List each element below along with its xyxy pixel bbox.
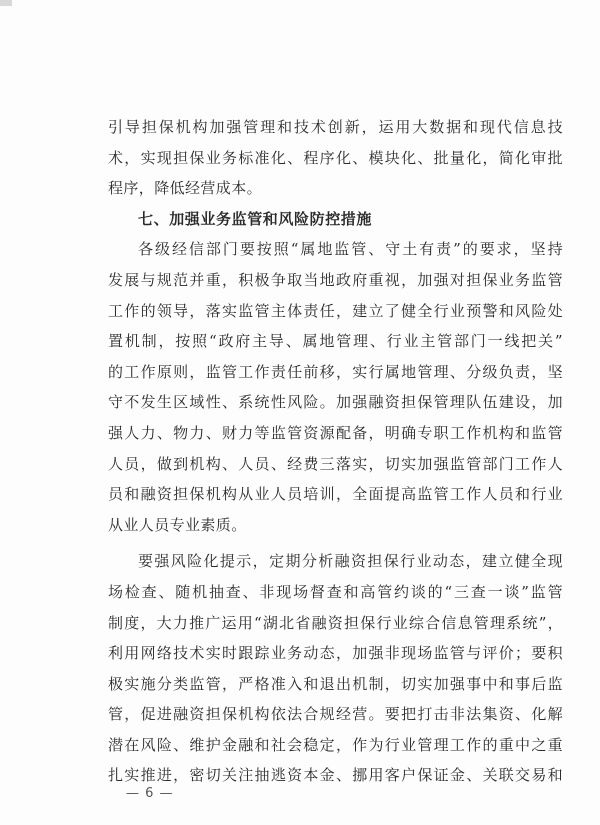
text-line: 扎实推进，密切关注抽逃资本金、挪用客户保证金、关联交易和 [108, 766, 563, 785]
text-line: 潜在风险、维护金融和社会稳定，作为行业管理工作的重中之重 [108, 735, 563, 754]
text-line: 置机制，按照“政府主导、属地管理、行业主管部门一线把关” [108, 332, 563, 351]
text-line: 管，促进融资担保机构依法合规经营。要把打击非法集资、化解 [108, 705, 563, 724]
text-line: 程序，降低经营成本。 [108, 179, 263, 198]
text-line: 的工作原则，监管工作责任前移，实行属地管理、分级负责，坚 [108, 362, 563, 381]
text-line: 发展与规范并重，积极争取当地政府重视，加强对担保业务监管 [108, 270, 563, 289]
text-line: 人员，做到机构、人员、经费三落实，切实加强监管部门工作人 [108, 454, 563, 473]
text-line: 极实施分类监管，严格准入和退出机制，切实加强事中和事后监 [108, 674, 563, 693]
text-line: 守不发生区域性、系统性风险。加强融资担保管理队伍建设，加 [108, 393, 563, 412]
text-line: 工作的领导，落实监管主体责任，建立了健全行业预警和风险处 [108, 301, 563, 320]
text-line: 从业人员专业素质。 [108, 515, 247, 534]
text-line: 术，实现担保业务标准化、程序化、模块化、批量化，简化审批 [108, 148, 563, 167]
body-text [108, 112, 563, 791]
text-line: 强人力、物力、财力等监管资源配备，明确专职工作机构和监管 [108, 423, 563, 442]
text-line: 员和融资担保机构从业人员培训，全面提高监管工作人员和行业 [108, 485, 563, 504]
text-line: 要强风险化提示，定期分析融资担保行业动态，建立健全现 [138, 552, 563, 571]
text-line: 各级经信部门要按照“属地监管、守土有责”的要求，坚持 [138, 240, 563, 259]
page-number: — 6 — [126, 786, 174, 801]
section-heading: 七、加强业务监管和风险防控措施 [138, 209, 373, 228]
text-line: 制度，大力推广运用“湖北省融资担保行业综合信息管理系统”， [108, 613, 563, 632]
text-line: 场检查、随机抽查、非现场督查和高管约谈的“三查一谈”监管 [108, 582, 563, 601]
scan-corner-mark [0, 0, 12, 6]
text-line: 利用网络技术实时跟踪业务动态，加强非现场监管与评价；要积 [108, 644, 563, 663]
text-line: 引导担保机构加强管理和技术创新，运用大数据和现代信息技 [108, 118, 563, 136]
